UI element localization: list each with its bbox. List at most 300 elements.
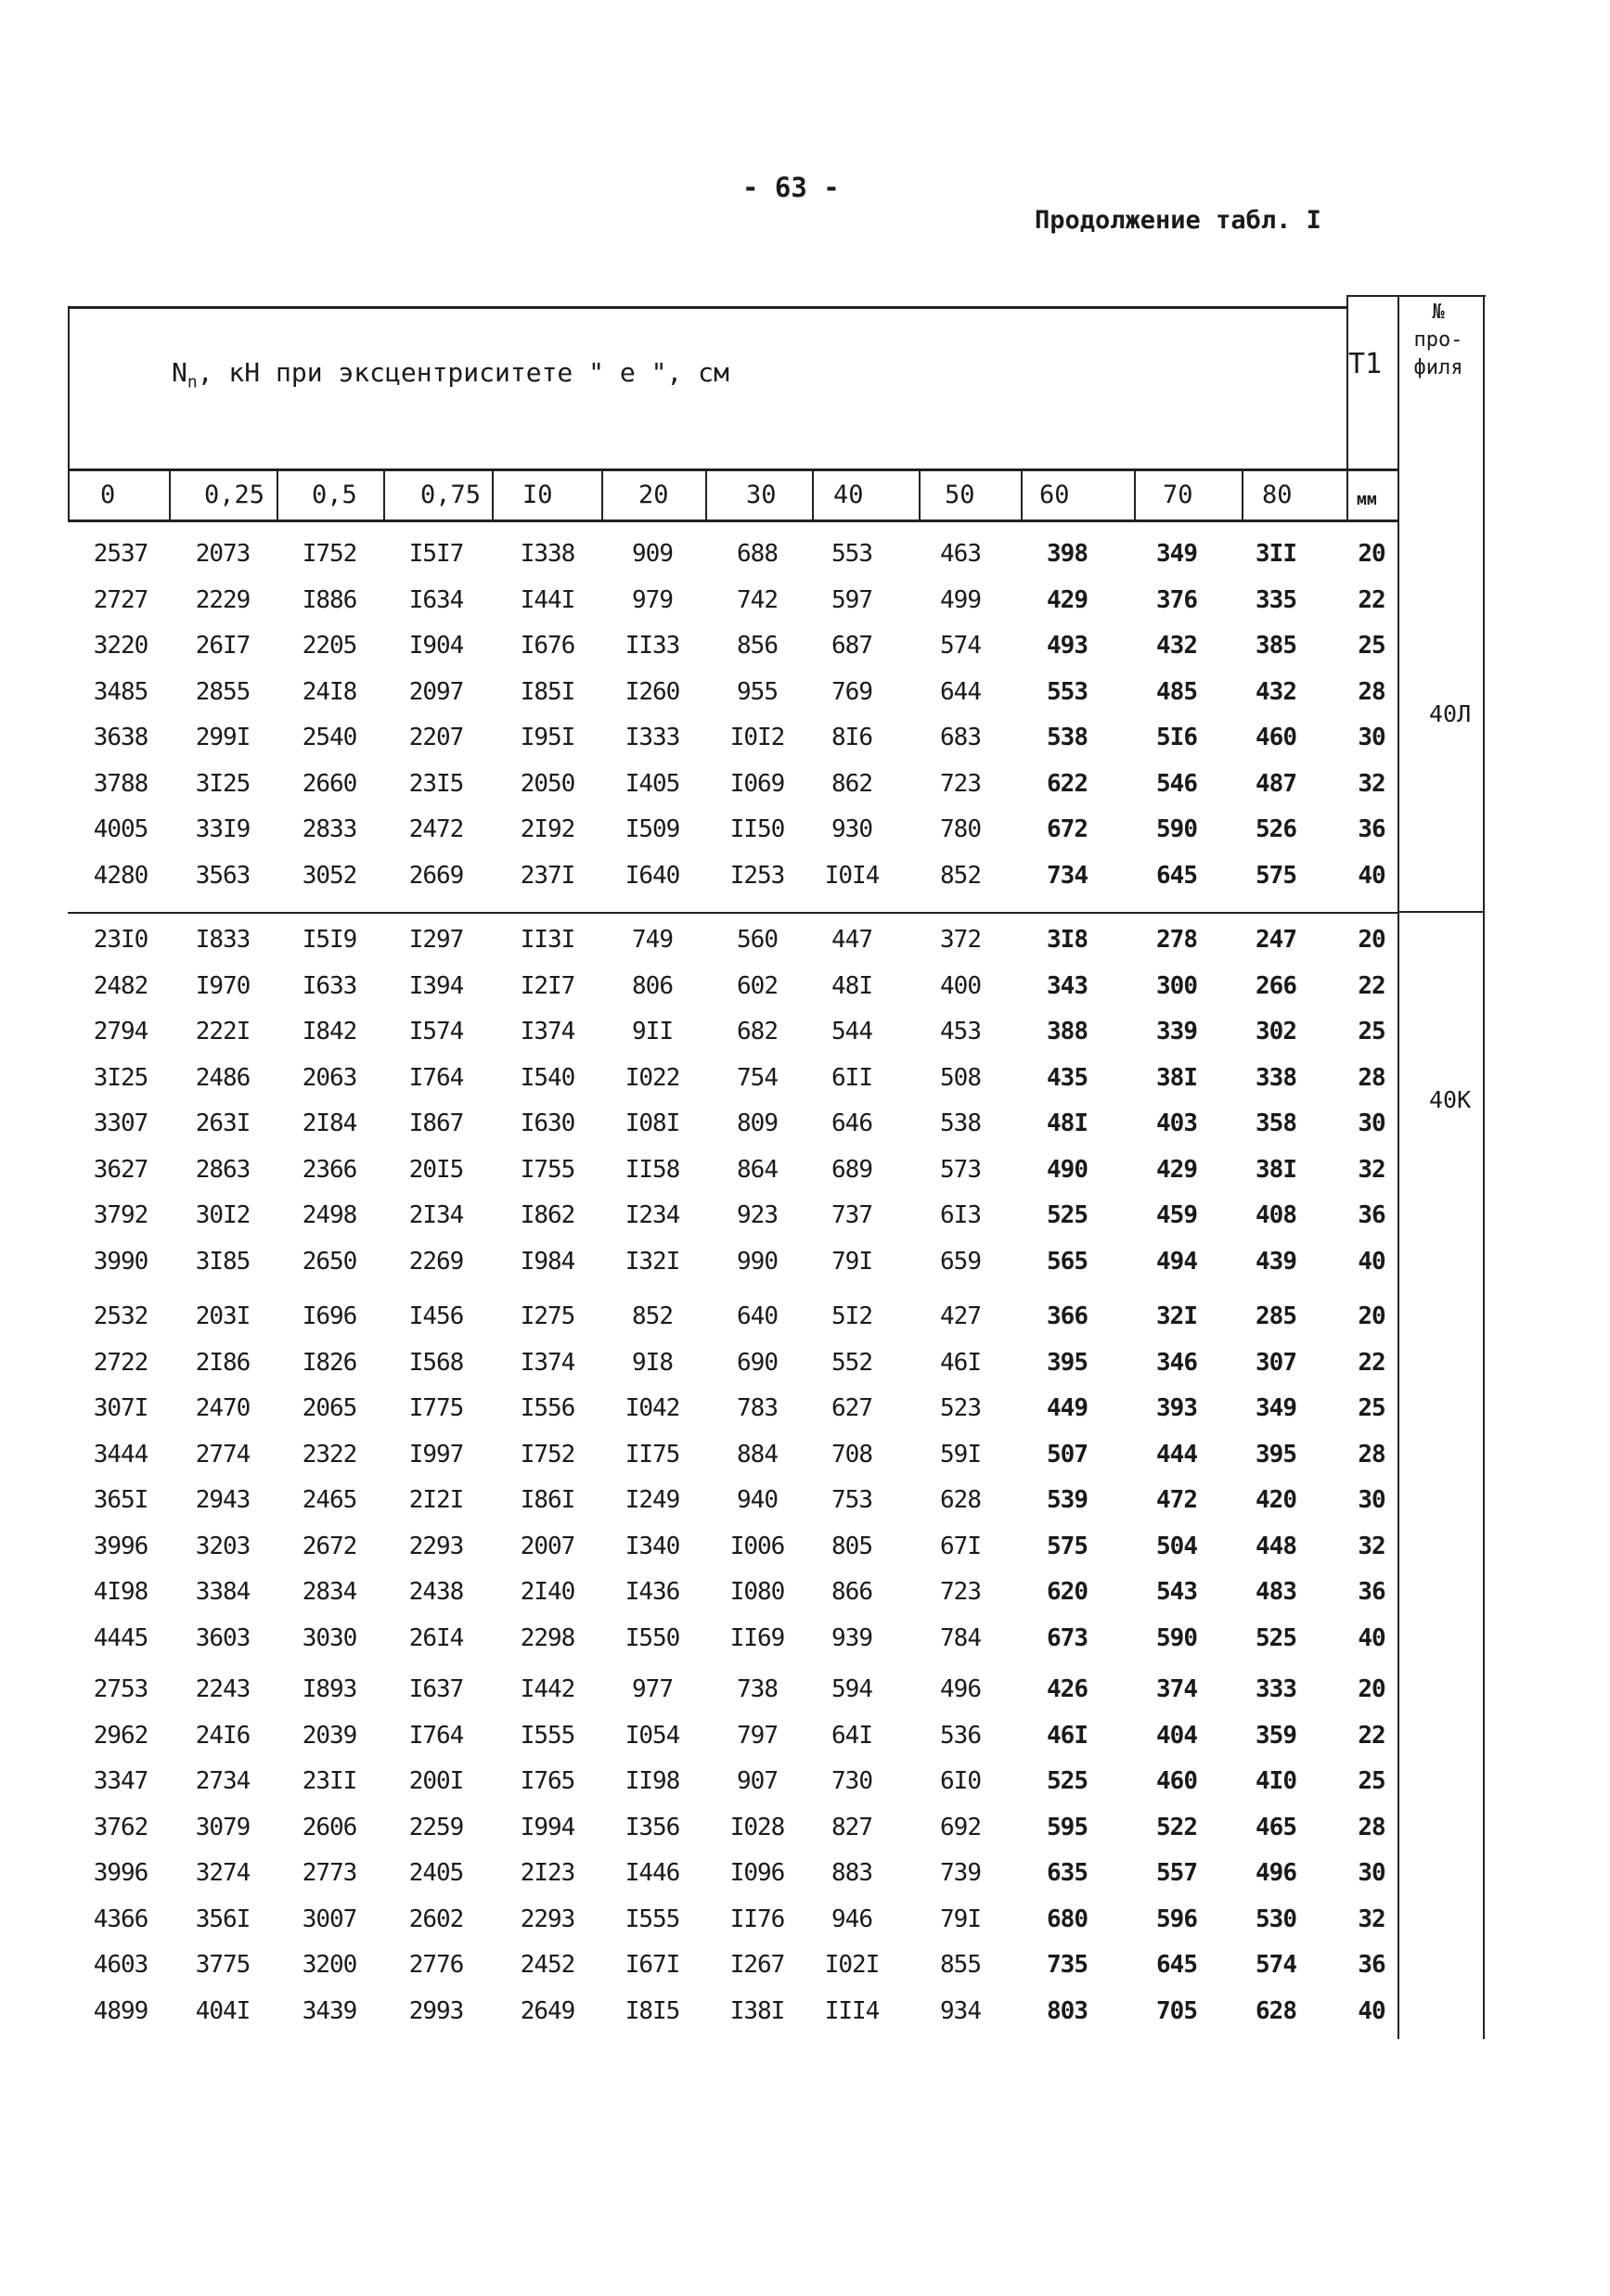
- table-cell: 692: [940, 1813, 981, 1841]
- table-cell: 737: [831, 1201, 872, 1229]
- table-cell: 2650: [302, 1247, 357, 1276]
- table-cell: 3007: [302, 1905, 357, 1933]
- table-cell: 2774: [195, 1440, 251, 1469]
- table-cell: 723: [940, 769, 981, 798]
- table-cell: 2834: [302, 1578, 357, 1606]
- table-cell: 372: [940, 926, 981, 954]
- table-cell: 46I: [1047, 1721, 1088, 1750]
- table-cell: 432: [1256, 677, 1296, 706]
- table-cell: 689: [831, 1155, 872, 1184]
- table-cell: 487: [1256, 769, 1296, 798]
- table-cell: 2855: [195, 677, 251, 706]
- column-header: 30: [746, 481, 777, 509]
- table-cell: II76: [729, 1905, 785, 1933]
- title-text: , кН при эксцентриситете " e ", см: [197, 357, 729, 388]
- table-cell: 2863: [195, 1155, 251, 1184]
- table-cell: I86I: [520, 1486, 575, 1514]
- table-cell: 627: [831, 1394, 872, 1422]
- table-cell: 597: [831, 585, 872, 614]
- table-cell: 302: [1256, 1018, 1296, 1045]
- table-cell: I442: [520, 1675, 575, 1703]
- table-cell: 200I: [408, 1767, 464, 1795]
- thickness-cell: 28: [1358, 1813, 1385, 1841]
- table-cell: 730: [831, 1767, 872, 1795]
- table-cell: 805: [831, 1532, 872, 1560]
- table-cell: 644: [940, 677, 981, 706]
- table-cell: I006: [729, 1532, 785, 1560]
- thickness-cell: 32: [1358, 1155, 1385, 1184]
- table-cell: I069: [729, 769, 785, 798]
- table-cell: I446: [625, 1859, 680, 1887]
- table-cell: I096: [729, 1859, 785, 1887]
- table-cell: 3307: [93, 1110, 148, 1137]
- table-cell: 2472: [408, 815, 464, 843]
- table-cell: 365I: [93, 1486, 148, 1514]
- table-cell: 9I8: [632, 1348, 673, 1377]
- title-subscript: n: [187, 372, 198, 392]
- table-cell: 496: [940, 1675, 981, 1703]
- table-cell: 523: [940, 1394, 981, 1422]
- table-cell: 754: [737, 1063, 778, 1092]
- table-cell: 2486: [195, 1063, 251, 1092]
- table-cell: 687: [831, 632, 872, 660]
- table-cell: I568: [408, 1348, 464, 1377]
- table-cell: 338: [1256, 1063, 1296, 1092]
- table-cell: II50: [729, 815, 785, 843]
- header-title: [172, 357, 729, 392]
- table-cell: 3079: [195, 1813, 251, 1841]
- table-cell: 427: [940, 1302, 981, 1330]
- table-cell: I456: [408, 1302, 464, 1330]
- table-cell: 376: [1156, 585, 1197, 614]
- table-cell: 398: [1047, 540, 1088, 568]
- table-cell: 278: [1156, 926, 1197, 954]
- table-continuation-caption: Продолжение табл. I: [1035, 206, 1321, 235]
- table-cell: I867: [408, 1110, 464, 1137]
- table-cell: I633: [302, 971, 357, 1000]
- thickness-cell: 28: [1358, 1440, 1385, 1469]
- table-cell: I904: [408, 632, 464, 660]
- table-cell: 26I4: [408, 1623, 464, 1652]
- table-cell: 460: [1156, 1767, 1197, 1795]
- title-symbol: N: [172, 357, 187, 388]
- table-cell: 2540: [302, 724, 357, 751]
- table-cell: 420: [1256, 1486, 1296, 1514]
- table-cell: 2063: [302, 1063, 357, 1092]
- table-cell: I540: [520, 1063, 575, 1092]
- table-cell: 628: [1256, 1996, 1296, 2025]
- thickness-cell: 32: [1358, 1532, 1385, 1560]
- table-cell: 645: [1156, 861, 1197, 890]
- table-cell: 680: [1047, 1905, 1088, 1933]
- table-cell: 393: [1156, 1394, 1197, 1422]
- table-cell: 797: [737, 1721, 778, 1750]
- table-cell: 24I8: [302, 677, 357, 706]
- table-cell: 3052: [302, 861, 357, 890]
- table-cell: 866: [831, 1578, 872, 1606]
- table-cell: 366: [1047, 1302, 1088, 1330]
- table-cell: I08I: [625, 1110, 680, 1137]
- table-cell: 3762: [93, 1813, 148, 1841]
- table-cell: 2073: [195, 540, 251, 568]
- table-cell: 67I: [940, 1532, 981, 1560]
- table-cell: 575: [1047, 1532, 1088, 1560]
- table-cell: I5I7: [408, 540, 464, 568]
- thickness-cell: 30: [1358, 1486, 1385, 1514]
- table-cell: 79I: [831, 1247, 872, 1276]
- table-cell: 3996: [93, 1532, 148, 1560]
- table-cell: 946: [831, 1905, 872, 1933]
- table-cell: 447: [831, 926, 872, 954]
- table-cell: 538: [940, 1110, 981, 1137]
- table-cell: 459: [1156, 1201, 1197, 1229]
- column-header: 0,5: [312, 481, 357, 509]
- table-cell: 3775: [195, 1951, 251, 1979]
- table-cell: 553: [831, 540, 872, 568]
- table-cell: 2366: [302, 1155, 357, 1184]
- header-profile: [1409, 299, 1468, 382]
- table-cell: I022: [625, 1063, 680, 1092]
- table-cell: 2207: [408, 724, 464, 751]
- table-cell: I2I7: [520, 971, 575, 1000]
- column-header: 0,25: [204, 481, 265, 509]
- table-cell: 565: [1047, 1247, 1088, 1276]
- profile-label: 40Л: [1429, 700, 1472, 728]
- column-header: 70: [1163, 481, 1193, 509]
- table-cell: I374: [520, 1348, 575, 1377]
- table-cell: 263I: [195, 1110, 251, 1137]
- table-cell: I752: [302, 540, 357, 568]
- table-cell: 2007: [520, 1532, 575, 1560]
- thickness-cell: 28: [1358, 1063, 1385, 1092]
- table-cell: 285: [1256, 1302, 1296, 1330]
- table-cell: 3485: [93, 677, 148, 706]
- thickness-cell: 36: [1358, 1578, 1385, 1606]
- thickness-cell: 32: [1358, 769, 1385, 798]
- table-cell: 48I: [1047, 1110, 1088, 1137]
- table-cell: 32I: [1156, 1302, 1197, 1330]
- table-cell: 2452: [520, 1951, 575, 1979]
- table-cell: 508: [940, 1063, 981, 1092]
- table-cell: 544: [831, 1018, 872, 1045]
- table-cell: I260: [625, 677, 680, 706]
- table-cell: 463: [940, 540, 981, 568]
- table-cell: I826: [302, 1348, 357, 1377]
- table-cell: I338: [520, 540, 575, 568]
- table-cell: 20I5: [408, 1155, 464, 1184]
- table-cell: II69: [729, 1623, 785, 1652]
- table-cell: 349: [1156, 540, 1197, 568]
- table-cell: 2405: [408, 1859, 464, 1887]
- table-cell: 628: [940, 1486, 981, 1514]
- table-cell: 5I6: [1156, 724, 1197, 751]
- table-cell: 472: [1156, 1486, 1197, 1514]
- table-cell: 530: [1256, 1905, 1296, 1933]
- table-cell: 930: [831, 815, 872, 843]
- table-cell: I634: [408, 585, 464, 614]
- table-cell: 3384: [195, 1578, 251, 1606]
- table-cell: 6II: [831, 1063, 872, 1092]
- table-cell: 705: [1156, 1996, 1197, 2025]
- table-cell: I509: [625, 815, 680, 843]
- table-cell: I340: [625, 1532, 680, 1560]
- table-cell: II58: [625, 1155, 680, 1184]
- table-cell: 784: [940, 1623, 981, 1652]
- table-cell: 3347: [93, 1767, 148, 1795]
- table-cell: 2773: [302, 1859, 357, 1887]
- table-cell: 24I6: [195, 1721, 251, 1750]
- table-cell: 734: [1047, 861, 1088, 890]
- table-cell: 4I98: [93, 1578, 148, 1606]
- table-cell: 307I: [93, 1394, 148, 1422]
- table-cell: 4280: [93, 861, 148, 890]
- table-cell: 2I86: [195, 1348, 251, 1377]
- table-cell: 2734: [195, 1767, 251, 1795]
- column-header: 0,75: [420, 481, 482, 509]
- table-cell: 2322: [302, 1440, 357, 1469]
- table-cell: 404I: [195, 1996, 251, 2025]
- table-cell: 574: [940, 632, 981, 660]
- table-cell: 862: [831, 769, 872, 798]
- table-cell: I267: [729, 1951, 785, 1979]
- table-cell: 595: [1047, 1813, 1088, 1841]
- table-cell: 573: [940, 1155, 981, 1184]
- table-cell: I32I: [625, 1247, 680, 1276]
- table-cell: 494: [1156, 1247, 1197, 1276]
- table-cell: 590: [1156, 1623, 1197, 1652]
- table-cell: I994: [520, 1813, 575, 1841]
- table-cell: 769: [831, 677, 872, 706]
- table-cell: 400: [940, 971, 981, 1000]
- table-cell: I02I: [824, 1951, 880, 1979]
- table-cell: I275: [520, 1302, 575, 1330]
- table-cell: 203I: [195, 1302, 251, 1330]
- table-cell: 2465: [302, 1486, 357, 1514]
- table-cell: I38I: [729, 1996, 785, 2025]
- table-cell: 939: [831, 1623, 872, 1652]
- table-cell: I752: [520, 1440, 575, 1469]
- table-cell: I556: [520, 1394, 575, 1422]
- table-cell: 460: [1256, 724, 1296, 751]
- profile-word-1: про-: [1413, 328, 1463, 352]
- table-cell: 403: [1156, 1110, 1197, 1137]
- table-cell: 3I25: [93, 1063, 148, 1092]
- table-cell: 635: [1047, 1859, 1088, 1887]
- table-cell: 3996: [93, 1859, 148, 1887]
- table-cell: 46I: [940, 1348, 981, 1377]
- table-cell: I8I5: [625, 1996, 680, 2025]
- table-cell: I405: [625, 769, 680, 798]
- table-cell: 620: [1047, 1578, 1088, 1606]
- table-cell: 2293: [520, 1905, 575, 1933]
- table-cell: 594: [831, 1675, 872, 1703]
- table-cell: 560: [737, 926, 778, 954]
- table-cell: 546: [1156, 769, 1197, 798]
- table-cell: 79I: [940, 1905, 981, 1933]
- table-cell: 602: [737, 971, 778, 1000]
- table-cell: 2298: [520, 1623, 575, 1652]
- table-cell: 465: [1256, 1813, 1296, 1841]
- table-cell: 4366: [93, 1905, 148, 1933]
- thickness-cell: 20: [1358, 926, 1385, 954]
- table-cell: 26I7: [195, 632, 251, 660]
- table-cell: 2833: [302, 815, 357, 843]
- table-cell: 429: [1047, 585, 1088, 614]
- table-cell: I436: [625, 1578, 680, 1606]
- table-cell: 343: [1047, 971, 1088, 1000]
- column-header: 0: [100, 481, 116, 509]
- table-cell: 2205: [302, 632, 357, 660]
- table-cell: 339: [1156, 1018, 1197, 1045]
- table-cell: 574: [1256, 1951, 1296, 1979]
- table-cell: 359: [1256, 1721, 1296, 1750]
- table-cell: 388: [1047, 1018, 1088, 1045]
- column-header: 20: [638, 481, 669, 509]
- table-cell: II98: [625, 1767, 680, 1795]
- table-cell: 2I84: [302, 1110, 357, 1137]
- table-cell: 2660: [302, 769, 357, 798]
- column-header: 40: [833, 481, 864, 509]
- table-cell: 2669: [408, 861, 464, 890]
- table-cell: 356I: [195, 1905, 251, 1933]
- table-cell: 432: [1156, 632, 1197, 660]
- table-cell: 2I92: [520, 815, 575, 843]
- table-cell: 526: [1256, 815, 1296, 843]
- table-cell: 2753: [93, 1675, 148, 1703]
- table-cell: 23I0: [93, 926, 148, 954]
- table-cell: 809: [737, 1110, 778, 1137]
- table-cell: 2065: [302, 1394, 357, 1422]
- table-cell: 3203: [195, 1532, 251, 1560]
- table-cell: I886: [302, 585, 357, 614]
- table-cell: 483: [1256, 1578, 1296, 1606]
- table-cell: 448: [1256, 1532, 1296, 1560]
- table-cell: 23I5: [408, 769, 464, 798]
- table-cell: 780: [940, 815, 981, 843]
- table-cell: 659: [940, 1247, 981, 1276]
- table-cell: 38I: [1156, 1063, 1197, 1092]
- table-cell: I676: [520, 632, 575, 660]
- table-cell: II3I: [520, 926, 575, 954]
- table-cell: 645: [1156, 1951, 1197, 1979]
- table-cell: 2602: [408, 1905, 464, 1933]
- table-cell: 2606: [302, 1813, 357, 1841]
- table-cell: I080: [729, 1578, 785, 1606]
- table-cell: 408: [1256, 1201, 1296, 1229]
- table-cell: 2243: [195, 1675, 251, 1703]
- thickness-cell: 25: [1358, 1767, 1385, 1795]
- table-cell: I755: [520, 1155, 575, 1184]
- thickness-cell: 28: [1358, 677, 1385, 706]
- table-cell: I297: [408, 926, 464, 954]
- table-cell: 2097: [408, 677, 464, 706]
- table-cell: 9II: [632, 1018, 673, 1045]
- table-cell: 2943: [195, 1486, 251, 1514]
- table-cell: I833: [195, 926, 251, 954]
- table-cell: 536: [940, 1721, 981, 1750]
- table-cell: I764: [408, 1063, 464, 1092]
- table-cell: 827: [831, 1813, 872, 1841]
- table-cell: 3627: [93, 1155, 148, 1184]
- table-cell: 806: [632, 971, 673, 1000]
- table-cell: 439: [1256, 1247, 1296, 1276]
- thickness-cell: 22: [1358, 971, 1385, 1000]
- table-cell: 8I6: [831, 724, 872, 751]
- table-cell: 525: [1047, 1201, 1088, 1229]
- table-cell: 335: [1256, 585, 1296, 614]
- table-cell: 507: [1047, 1440, 1088, 1469]
- table-cell: 3603: [195, 1623, 251, 1652]
- table-cell: 2993: [408, 1996, 464, 2025]
- thickness-cell: 40: [1358, 1623, 1385, 1652]
- table-cell: 525: [1256, 1623, 1296, 1652]
- table-cell: I028: [729, 1813, 785, 1841]
- table-cell: I842: [302, 1018, 357, 1045]
- table-cell: 3I85: [195, 1247, 251, 1276]
- table-cell: I374: [520, 1018, 575, 1045]
- thickness-cell: 30: [1358, 724, 1385, 751]
- table-cell: 2672: [302, 1532, 357, 1560]
- table-cell: 444: [1156, 1440, 1197, 1469]
- table-cell: 395: [1256, 1440, 1296, 1469]
- table-cell: 682: [737, 1018, 778, 1045]
- table-cell: 753: [831, 1486, 872, 1514]
- table-cell: II75: [625, 1440, 680, 1469]
- table-cell: 3788: [93, 769, 148, 798]
- table-cell: 499: [940, 585, 981, 614]
- thickness-cell: 25: [1358, 1018, 1385, 1045]
- table-cell: 596: [1156, 1905, 1197, 1933]
- table-cell: 852: [632, 1302, 673, 1330]
- table-cell: I85I: [520, 677, 575, 706]
- table-cell: 374: [1156, 1675, 1197, 1703]
- table-cell: I67I: [625, 1951, 680, 1979]
- column-header: 80: [1262, 481, 1293, 509]
- table-cell: 934: [940, 1996, 981, 2025]
- table-cell: 3274: [195, 1859, 251, 1887]
- table-cell: 2I2I: [408, 1486, 464, 1514]
- thickness-cell: 22: [1358, 585, 1385, 614]
- table-cell: I253: [729, 861, 785, 890]
- thickness-cell: 36: [1358, 1951, 1385, 1979]
- table-cell: 852: [940, 861, 981, 890]
- table-cell: 883: [831, 1859, 872, 1887]
- table-cell: 3220: [93, 632, 148, 660]
- table-cell: I5I9: [302, 926, 357, 954]
- table-cell: 2794: [93, 1018, 148, 1045]
- table-cell: 907: [737, 1767, 778, 1795]
- table-cell: 688: [737, 540, 778, 568]
- table-cell: 672: [1047, 815, 1088, 843]
- table-cell: 557: [1156, 1859, 1197, 1887]
- thickness-cell: 40: [1358, 1996, 1385, 2025]
- table-cell: I356: [625, 1813, 680, 1841]
- table-cell: I696: [302, 1302, 357, 1330]
- table-cell: 426: [1047, 1675, 1088, 1703]
- table-cell: 2I23: [520, 1859, 575, 1887]
- table-cell: I640: [625, 861, 680, 890]
- table-cell: I764: [408, 1721, 464, 1750]
- table-cell: 2050: [520, 769, 575, 798]
- table-cell: 2470: [195, 1394, 251, 1422]
- table-cell: I970: [195, 971, 251, 1000]
- table-cell: 2722: [93, 1348, 148, 1377]
- thickness-cell: 36: [1358, 1201, 1385, 1229]
- table-cell: 3563: [195, 861, 251, 890]
- table-cell: 266: [1256, 971, 1296, 1000]
- table-cell: 6I0: [940, 1767, 981, 1795]
- thickness-cell: 30: [1358, 1110, 1385, 1137]
